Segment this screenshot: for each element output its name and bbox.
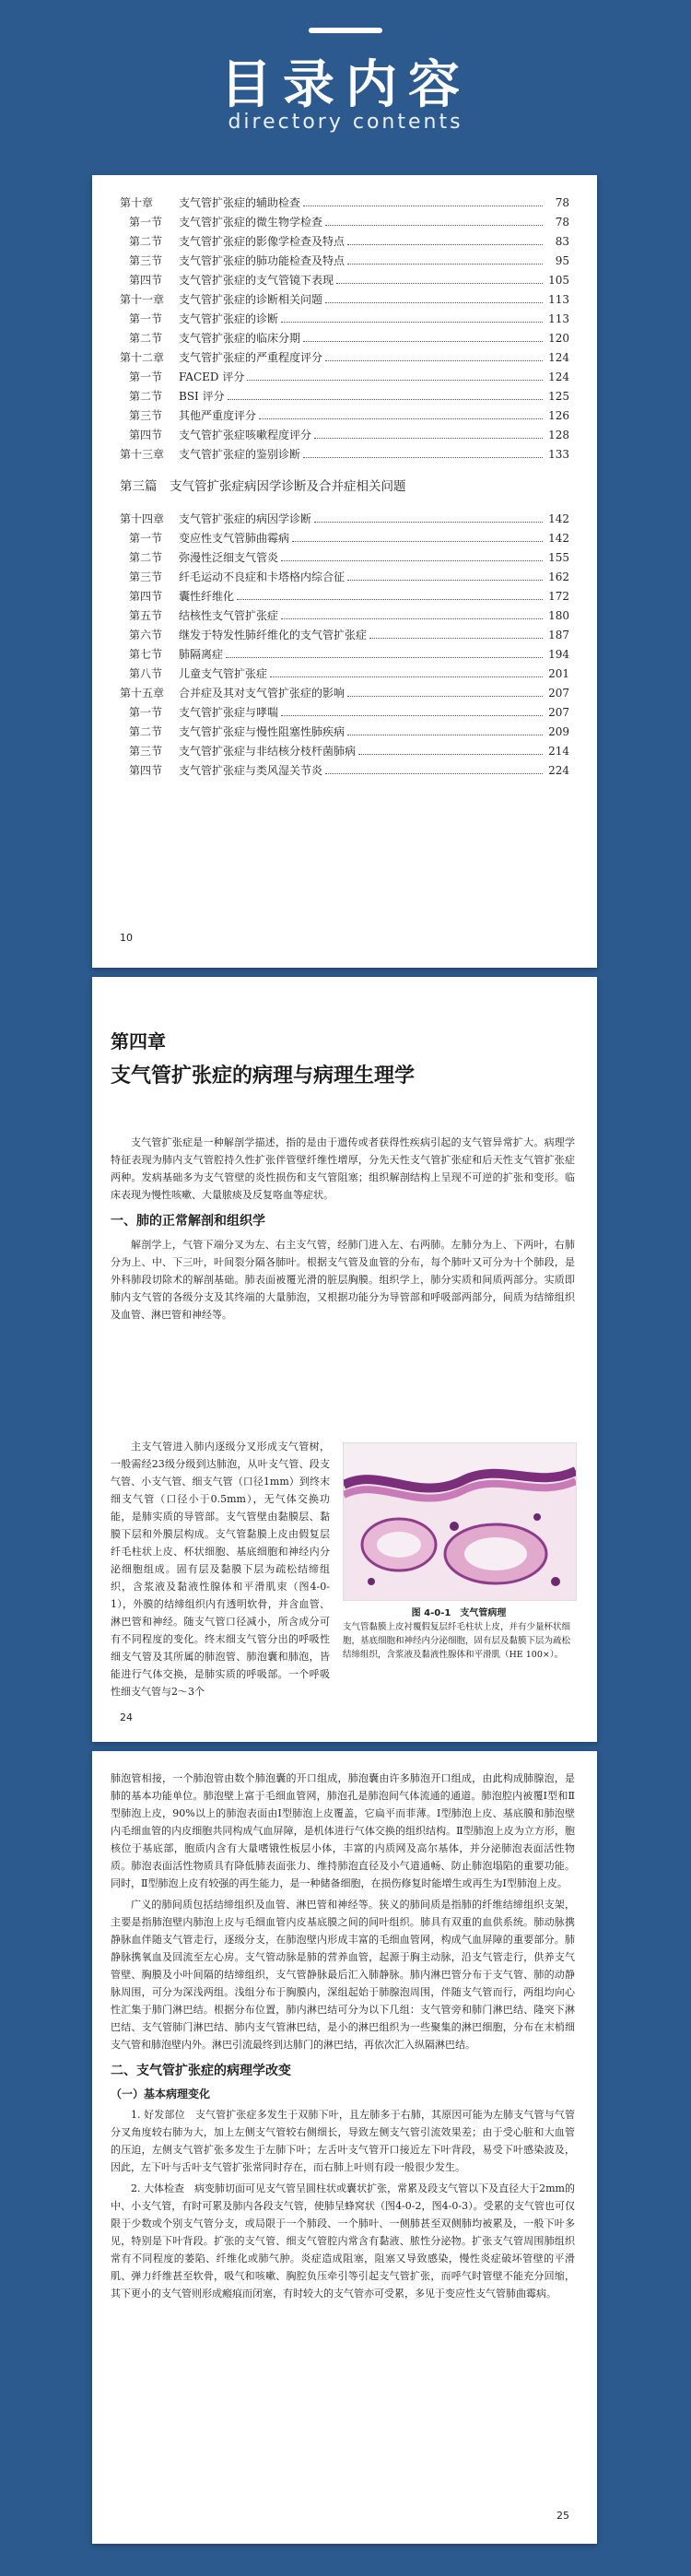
micrograph-image [343, 1442, 577, 1601]
toc-entry-title: 支气管扩张症的辅助检查 [179, 196, 301, 209]
toc-section-entry[interactable] [120, 329, 569, 348]
toc-entry-title: 支气管扩张症与哮喘 [179, 706, 279, 719]
toc-entry-number: 第三节 [129, 409, 163, 422]
toc-entry-page: 125 [548, 390, 569, 403]
toc-entry-title: 纤毛运动不良症和卡塔格内综合征 [179, 570, 346, 583]
toc-entry-page: 201 [548, 667, 569, 680]
toc-section-entry[interactable] [120, 742, 569, 761]
toc-section-entry[interactable] [120, 387, 569, 406]
toc-entry-number: 第四节 [129, 274, 163, 287]
header [0, 0, 691, 166]
toc-chapter-entry[interactable] [120, 348, 569, 368]
toc-leader-dots [314, 522, 543, 523]
toc-section-entry[interactable] [120, 645, 569, 665]
body-text-column [111, 1438, 330, 1704]
toc-entry-page: 162 [548, 570, 569, 583]
toc-entry-number: 第二节 [129, 390, 163, 403]
toc-section-entry[interactable] [120, 271, 569, 290]
figure [343, 1442, 575, 1662]
toc-section-entry[interactable] [120, 723, 569, 742]
toc-entry-number: 第十三章 [120, 448, 165, 461]
toc-chapter-entry[interactable] [120, 194, 569, 213]
paragraph: 2. 大体检查 病变肺切面可见支气管呈圆柱状或囊状扩张，常累及段支气管以下及直径大于2mm的中、小支气管，有时可累及肺内各段支气管，使肺呈蜂窝状（图4-0-2，图4-0-3）。受累的支气管也可仅限于少数或个别支气管分支，或局限于一个肺段、一个肺叶、一侧肺甚至双侧肺均被累及，一般下叶多见，特别是下叶背段。扩张的支气管、细支气管腔内常含有黏液、脓性分泌物。扩张支气管周围肺组织常有不同程度的萎陷、纤维化或肺气肿。炎症造成阻塞，阻塞又导致感染，慢性炎症破坏管壁的平滑肌、弹力纤维甚至软骨，吸气和咳嗽、胸腔负压牵引等引起支气管扩张，而呼气时管壁不能充分回缩，其下更小的支气管则形成瘢痕而闭塞，有时较大的支气管亦可受累，多见于变应性支气管肺曲霉病。 [111, 2182, 575, 2300]
toc-entry-title: 支气管扩张症与非结核分枝杆菌肺病 [179, 745, 357, 758]
toc-entry-number: 第二节 [129, 551, 163, 564]
toc-entry-number: 第五节 [129, 609, 163, 622]
toc-leader-dots [303, 457, 543, 458]
figure-caption: 支气管黏膜上皮衬覆假复层纤毛柱状上皮，并有少量杯状细胞，基底细胞和神经内分泌细胞，固有层及黏膜下层为疏松结缔组织，含浆液及黏液性腺体和平滑肌（HE 100×）。 [343, 1622, 571, 1660]
toc-entry-page: 128 [548, 429, 569, 441]
toc-entry-title: 弥漫性泛细支气管炎 [179, 551, 279, 564]
toc-entry-page: 224 [548, 764, 569, 777]
toc-part-heading: 第三篇 支气管扩张症病因学诊断及合并症相关问题 [120, 479, 406, 494]
toc-entry-title: 支气管扩张症咳嗽程度评分 [179, 429, 312, 441]
toc-entry-number: 第二节 [129, 725, 163, 738]
toc-section-entry[interactable] [120, 252, 569, 271]
toc-entry-page: 78 [555, 196, 569, 209]
toc-leader-dots [325, 225, 543, 226]
toc-entry-page: 126 [548, 409, 569, 422]
toc-entry-page: 142 [548, 532, 569, 545]
toc-entry-title: 囊性纤维化 [179, 590, 235, 603]
table-of-contents [120, 194, 569, 781]
toc-entry-title: 支气管扩张症的微生物学检查 [179, 216, 323, 229]
toc-leader-dots [325, 773, 543, 774]
toc-entry-number: 第八节 [129, 667, 163, 680]
toc-entry-number: 第十五章 [120, 687, 165, 700]
toc-entry-number: 第四节 [129, 764, 163, 777]
toc-entry-page: 207 [548, 687, 569, 700]
toc-leader-dots [303, 341, 543, 342]
micrograph-drawing [344, 1443, 576, 1600]
toc-entry-title: 儿童支气管扩张症 [179, 667, 268, 680]
toc-leader-dots [226, 657, 543, 658]
toc-entry-number: 第二节 [129, 332, 163, 345]
toc-entry-title: FACED 评分 [179, 371, 245, 383]
toc-entry-page: 124 [548, 351, 569, 364]
paragraph: 1. 好发部位 支气管扩张症多发生于双肺下叶，且左肺多于右肺，其原因可能为左肺支气管与气管分叉角度较右肺为大，加上左侧支气管较右侧细长，导致左侧支气管引流效果差；由于受心脏和大血管的压迫，左侧支气管扩张多发生于左肺下叶；左舌叶支气管开口接近左下叶背段，易受下叶感染波及，因此，左下叶与舌叶支气管扩张常同时存在，而右肺上叶则有段一般很少发生。 [111, 2109, 575, 2173]
toc-entry-page: 113 [548, 293, 569, 306]
toc-entry-title: 合并症及其对支气管扩张症的影响 [179, 687, 346, 700]
toc-entry-page: 95 [555, 254, 569, 267]
toc-leader-dots [259, 418, 543, 419]
toc-chapter-entry[interactable] [120, 510, 569, 529]
figure-title: 图 4-0-1 支气管病理 [411, 1608, 507, 1618]
toc-section-entry[interactable] [120, 368, 569, 387]
toc-entry-page: 209 [548, 725, 569, 738]
toc-entry-page: 133 [548, 448, 569, 461]
toc-entry-number: 第一节 [129, 312, 163, 325]
toc-leader-dots [247, 380, 543, 381]
toc-entry-title: 变应性支气管肺曲霉病 [179, 532, 290, 545]
toc-section-entry[interactable] [120, 703, 569, 723]
toc-leader-dots [347, 696, 543, 697]
toc-entry-title: 其他严重度评分 [179, 409, 257, 422]
toc-leader-dots [336, 283, 543, 284]
toc-leader-dots [281, 322, 543, 323]
subsection-heading: （一）基本病理变化 [111, 2088, 211, 2100]
toc-section-entry[interactable] [120, 665, 569, 684]
header-bar [309, 28, 382, 33]
toc-leader-dots [281, 560, 543, 561]
toc-entry-page: 120 [548, 332, 569, 345]
toc-entry-title: 支气管扩张症的影像学检查及特点 [179, 235, 346, 248]
toc-leader-dots [270, 676, 543, 677]
toc-section-entry[interactable] [120, 761, 569, 781]
toc-entry-number: 第一节 [129, 216, 163, 229]
toc-entry-page: 83 [555, 235, 569, 248]
toc-entry-title: 支气管扩张症的诊断 [179, 312, 279, 325]
paragraph: 广义的肺间质包括结缔组织及血管、淋巴管和神经等。狭义的肺间质是指肺的纤维结缔组织支架，主要是指肺泡壁内肺泡上皮与毛细血管内皮基底膜之间的间叶组织。肺具有双重的血供系统。肺动脉携静脉血伴随支气管走行，逐级分支，在肺泡壁内形成丰富的毛细血管网，构成气血屏障的重要部分。肺静脉携氧血及回流至左心房。支气管动脉是肺的营养血管，起源于胸主动脉，沿支气管走行，供养支气管壁、胸膜及小叶间隔的结缔组织，支气管静脉最后汇入肺静脉。肺内淋巴管分布于支气管、肺的动静脉周围，可分为深浅两组。浅组分布于胸膜内，深组起始于肺腺泡周围，伴随支气管而行，两组均向心性汇集于肺门淋巴结。根据分布位置，肺内淋巴结可分为以下几组：支气管旁和肺门淋巴结、隆突下淋巴结、支气管肺门淋巴结、肺内支气管淋巴结，是小的淋巴组织为一些聚集的淋巴细胞，分布在末梢细支气管和肺泡壁内外。淋巴引流最终到达肺门的淋巴结，再依次汇入纵隔淋巴结。 [111, 1899, 575, 2051]
toc-section-entry[interactable] [120, 606, 569, 626]
body-text [111, 1770, 575, 2306]
toc-entry-page: 214 [548, 745, 569, 758]
chapter-page [92, 977, 597, 1742]
toc-entry-page: 78 [555, 216, 569, 229]
toc-entry-page: 124 [548, 371, 569, 383]
toc-entry-number: 第二节 [129, 235, 163, 248]
toc-entry-title: 支气管扩张症与类风湿关节炎 [179, 764, 323, 777]
toc-entry-number: 第十一章 [120, 293, 165, 306]
content-page [92, 1751, 597, 2544]
toc-entry-page: 142 [548, 512, 569, 525]
paragraph: 肺泡管相接，一个肺泡管由数个肺泡囊的开口组成，肺泡囊由许多肺泡开口组成，由此构成肺腺泡，是肺的基本功能单位。肺泡壁上富于毛细血管网，肺泡孔是肺泡间气体流通的通道。肺泡腔内被覆Ⅰ型和Ⅱ型肺泡上皮，90%以上的肺泡表面由Ⅰ型肺泡上皮覆盖，它扁平而菲薄。Ⅰ型肺泡上皮、基底膜和肺泡壁内毛细血管的内皮细胞共同构成气血屏障，是机体进行气体交换的组织结构。Ⅱ型肺泡上皮为立方形，胞核位于基底部，胞质内含有大量嗜锇性板层小体，丰富的内质网及高尔基体，并分泌肺泡表面活性物质。肺泡表面活性物质具有降低肺表面张力、维持肺泡直径及小气道通畅、防止肺泡塌陷的重要功能。同时，Ⅱ型肺泡上皮有较强的再生能力，是一种储备细胞，在损伤修复时能增生或再生为Ⅰ型肺泡上皮。 [111, 1772, 575, 1889]
toc-entry-page: 155 [548, 551, 569, 564]
toc-entry-title: 支气管扩张症的支气管镜下表现 [179, 274, 334, 287]
paragraph: 支气管扩张症是一种解剖学描述，指的是由于遗传或者获得性疾病引起的支气管异常扩大。病理学特征表现为肺内支气管腔持久性扩张伴管壁纤维性增厚，分先天性支气管扩张症和后天性支气管扩张症两种。发病基础多为支气管壁的炎性损伤和支气管阻塞；组织解剖结构上呈现不可逆的扩张和变形。临床表现为慢性咳嗽、大量脓痰及反复咯血等症状。 [111, 1136, 575, 1201]
toc-chapter-entry[interactable] [120, 684, 569, 703]
toc-leader-dots [292, 541, 543, 542]
toc-chapter-entry[interactable] [120, 290, 569, 310]
toc-leader-dots [347, 580, 543, 581]
page-number: 24 [120, 1711, 133, 1723]
toc-leader-dots [369, 638, 543, 639]
toc-leader-dots [325, 302, 543, 303]
toc-entry-title: 支气管扩张症与慢性阻塞性肺疾病 [179, 725, 346, 738]
toc-section-entry[interactable] [120, 626, 569, 645]
toc-entry-number: 第一节 [129, 706, 163, 719]
toc-leader-dots [228, 399, 543, 400]
toc-entry-number: 第一节 [129, 532, 163, 545]
toc-entry-title: 支气管扩张症的严重程度评分 [179, 351, 323, 364]
toc-entry-number: 第一节 [129, 371, 163, 383]
chapter-title: 支气管扩张症的病理与病理生理学 [111, 1065, 416, 1088]
toc-entry-number: 第六节 [129, 629, 163, 641]
toc-entry-number: 第四节 [129, 429, 163, 441]
toc-entry-number: 第三节 [129, 254, 163, 267]
toc-leader-dots [281, 715, 543, 716]
page-number: 25 [556, 2510, 569, 2522]
toc-entry-number: 第三节 [129, 745, 163, 758]
toc-entry-title: 支气管扩张症的鉴别诊断 [179, 448, 301, 461]
toc-entry-number: 第十章 [120, 196, 154, 209]
toc-section-entry[interactable] [120, 548, 569, 568]
body-text [111, 1134, 575, 1327]
paragraph: 主支气管进入肺内逐级分叉形成支气管树，一般需经23级分级到达肺泡，从叶支气管、段支气管、小支气管、细支气管（口径1mm）到终末细支气管（口径小于0.5mm），无气体交换功能，是肺实质的导管部。支气管壁由黏膜层、黏膜下层和外膜层构成。支气管黏膜上皮由假复层纤毛柱状上皮、杯状细胞、基底细胞和神经内分泌细胞组成。固有层及黏膜下层为疏松结缔组织，含浆液及黏液性腺体和平滑肌束（图4-0-1），外膜的结缔组织内有透明软骨，并含血管、淋巴管和神经。随支气管口径减小，所含成分可有不同程度的变化。终末细支气管分出的呼吸性细支气管及其所属的肺泡管、肺泡囊和肺泡，皆能进行气体交换，是肺实质的呼吸部。一个呼吸性细支气管与2～3个 [111, 1441, 330, 1698]
toc-entry-page: 105 [548, 274, 569, 287]
toc-entry-number: 第四节 [129, 590, 163, 603]
toc-section-entry[interactable] [120, 529, 569, 548]
toc-section-entry[interactable] [120, 310, 569, 329]
toc-entry-title: 继发于特发性肺纤维化的支气管扩张症 [179, 629, 368, 641]
toc-section-entry[interactable] [120, 406, 569, 426]
page-number: 10 [120, 932, 133, 944]
toc-entry-title: 结核性支气管扩张症 [179, 609, 279, 622]
toc-entry-title: 支气管扩张症的临床分期 [179, 332, 301, 345]
toc-entry-title: BSI 评分 [179, 390, 225, 403]
toc-entry-title: 肺隔离症 [179, 648, 224, 661]
paragraph: 解剖学上，气管下端分叉为左、右主支气管，经肺门进入左、右两肺。左肺分为上、下两叶，右肺分为上、中、下三叶，叶间裂分隔各肺叶。根据支气管及血管的分布，每个肺叶又可分为十个肺段，是外科肺段切除术的解剖基础。肺表面被覆光滑的脏层胸膜。组织学上，肺分实质和间质两部分。实质即肺内支气管的各级分支及其终端的大量肺泡，又根据功能分为导管部和呼吸部两部分，间质为结缔组织及血管、淋巴管和神经等。 [111, 1239, 575, 1321]
chapter-number: 第四章 [111, 1030, 166, 1053]
toc-chapter-entry[interactable] [120, 445, 569, 465]
toc-leader-dots [314, 438, 543, 439]
section-heading: 二、支气管扩张症的病理学改变 [111, 2064, 291, 2078]
toc-entry-page: 172 [548, 590, 569, 603]
header-title: 目录内容 [220, 55, 471, 115]
toc-leader-dots [325, 360, 543, 361]
toc-entry-number: 第十二章 [120, 351, 165, 364]
toc-entry-page: 180 [548, 609, 569, 622]
section-heading: 一、肺的正常解剖和组织学 [111, 1214, 265, 1229]
toc-page [92, 175, 597, 968]
toc-entry-title: 支气管扩张症的肺功能检查及特点 [179, 254, 346, 267]
toc-leader-dots [281, 618, 543, 619]
toc-section-entry[interactable] [120, 232, 569, 252]
toc-entry-title: 支气管扩张症的诊断相关问题 [179, 293, 323, 306]
toc-section-entry[interactable] [120, 426, 569, 445]
toc-entry-number: 第十四章 [120, 512, 165, 525]
toc-entry-title: 支气管扩张症的病因学诊断 [179, 512, 312, 525]
toc-leader-dots [347, 244, 543, 245]
toc-entry-number: 第三节 [129, 570, 163, 583]
toc-section-entry[interactable] [120, 213, 569, 232]
toc-entry-page: 113 [548, 312, 569, 325]
toc-leader-dots [237, 599, 543, 600]
toc-leader-dots [347, 264, 543, 265]
toc-section-entry[interactable] [120, 568, 569, 587]
toc-section-entry[interactable] [120, 587, 569, 606]
toc-entry-page: 207 [548, 706, 569, 719]
toc-entry-page: 187 [548, 629, 569, 641]
toc-entry-number: 第七节 [129, 648, 163, 661]
header-subtitle: directory contents [228, 111, 463, 134]
toc-leader-dots [358, 754, 543, 755]
toc-entry-page: 194 [548, 648, 569, 661]
